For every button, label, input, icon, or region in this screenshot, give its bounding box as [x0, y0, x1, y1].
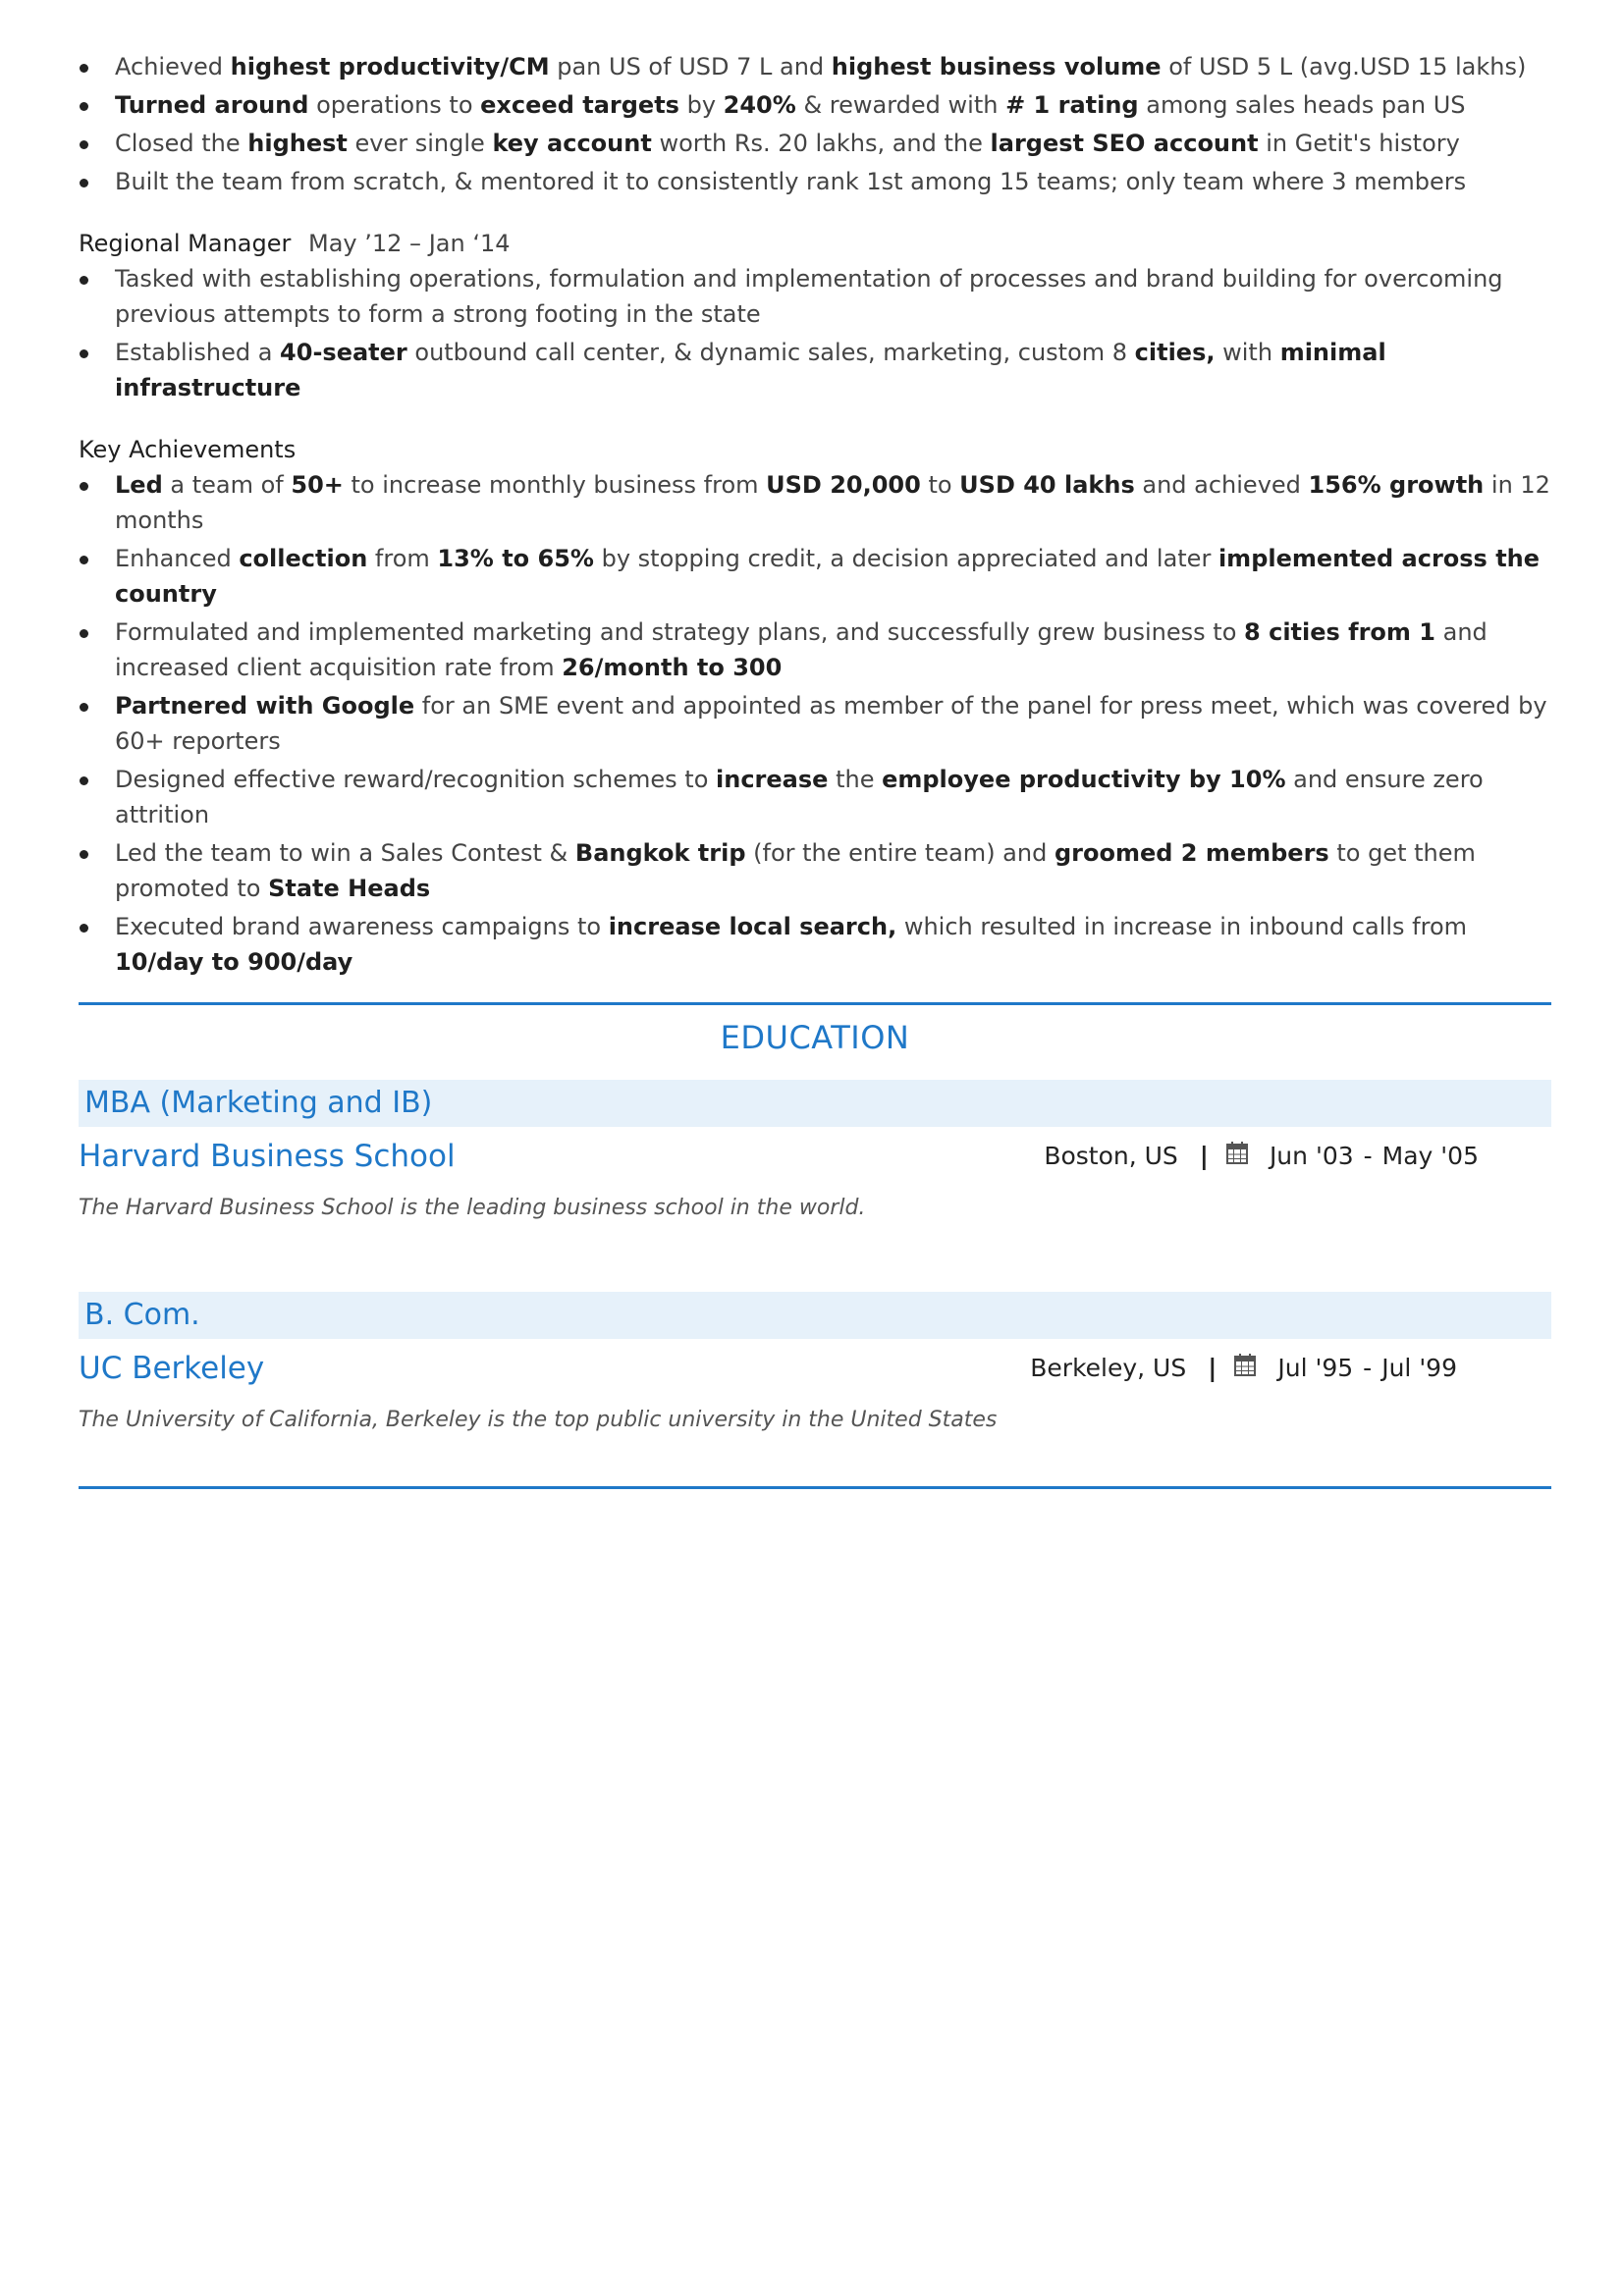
bullet-text: with	[1215, 339, 1280, 366]
bullet-text: of USD 5 L (avg.USD 15 lakhs)	[1161, 53, 1527, 80]
meta-separator: |	[1199, 1142, 1209, 1170]
bullet-text: Established a	[115, 339, 281, 366]
bullet-item	[79, 164, 1551, 199]
bullet-item	[79, 261, 1551, 332]
school-description: The University of California, Berkeley is the top public university in the United States	[79, 1408, 998, 1432]
bullet-item	[79, 541, 1551, 612]
bullet-text: Formulated and implemented marketing and strategy plans, and successfully grew business to	[115, 618, 1245, 646]
section-divider	[79, 1002, 1551, 1005]
bold-text: 26/month to 300	[562, 654, 783, 681]
school-name: Harvard Business School	[79, 1139, 456, 1174]
bold-text: exceed targets	[480, 91, 679, 119]
bullet-text: to get them promoted to	[115, 839, 1476, 902]
role-title: Regional Manager	[79, 230, 292, 257]
bold-text: collection	[239, 545, 368, 572]
start-date: Jun '03	[1269, 1142, 1354, 1170]
bold-text: highest productivity/CM	[230, 53, 550, 80]
bold-text: largest SEO account	[990, 130, 1259, 157]
bullet-item	[79, 614, 1551, 685]
bullet-text: Enhanced	[115, 545, 240, 572]
school-description: The Harvard Business School is the leading business school in the world.	[79, 1196, 866, 1220]
bullet-text: for an SME event and appointed as member of the panel for press meet, which was covered by 60+ reporters	[115, 692, 1547, 755]
achievements-bullet-list	[79, 467, 1551, 980]
bullet-text: by	[678, 91, 724, 119]
school-row	[79, 1339, 1551, 1398]
bullet-text: Tasked with establishing operations, formulation and implementation of processes and brand building for overcoming previous attempts to form a strong footing in the state	[115, 265, 1503, 328]
school-meta	[1044, 1127, 1479, 1186]
bullet-item	[79, 87, 1551, 123]
section-divider	[79, 1486, 1551, 1489]
bullet-text: a team of	[162, 471, 292, 499]
bold-text: groomed 2 members	[1054, 839, 1329, 867]
bold-text: 8 cities from 1	[1244, 618, 1435, 646]
bullet-text: and increased client acquisition rate from	[115, 618, 1488, 681]
bullet-text: among sales heads pan US	[1138, 91, 1466, 119]
bullet-text: and achieved	[1134, 471, 1309, 499]
bullet-text: outbound call center, & dynamic sales, marketing, custom 8	[406, 339, 1135, 366]
bullet-text: Designed effective reward/recognition schemes to	[115, 766, 717, 793]
bullet-text: ever single	[347, 130, 493, 157]
bullet-text: in Getit's history	[1258, 130, 1460, 157]
bold-text: 240%	[723, 91, 796, 119]
bullet-text: Built the team from scratch, & mentored it to consistently rank 1st among 15 teams; only team where 3 members	[115, 168, 1467, 195]
education-entry	[79, 1292, 1551, 1437]
bullet-text: in 12 months	[115, 471, 1550, 534]
bold-text: 10/day to 900/day	[115, 948, 353, 976]
bold-text: implemented across the country	[115, 545, 1541, 608]
bullet-item	[79, 467, 1551, 538]
date-dash: -	[1363, 1142, 1373, 1170]
bullet-item	[79, 49, 1551, 84]
bold-text: highest business volume	[831, 53, 1162, 80]
education-section-title: EDUCATION	[720, 1019, 910, 1056]
school-row	[79, 1127, 1551, 1186]
bullet-text: the	[828, 766, 883, 793]
bold-text: # 1 rating	[1005, 91, 1139, 119]
bold-text: Turned around	[115, 91, 309, 119]
bullet-text: Achieved	[115, 53, 231, 80]
bullet-text: Led the team to win a Sales Contest &	[115, 839, 575, 867]
bullet-text: which resulted in increase in inbound calls from	[896, 913, 1468, 940]
bullet-text: to	[920, 471, 960, 499]
end-date: Jul '99	[1381, 1354, 1457, 1382]
degree-title: B. Com.	[79, 1292, 1551, 1339]
bullet-text: Closed the	[115, 130, 248, 157]
bullet-item	[79, 762, 1551, 832]
bullet-text: worth Rs. 20 lakhs, and the	[651, 130, 991, 157]
bullet-text: & rewarded with	[795, 91, 1006, 119]
bold-text: Partnered with Google	[115, 692, 415, 720]
bold-text: USD 40 lakhs	[959, 471, 1135, 499]
bold-text: highest	[247, 130, 348, 157]
bold-text: key account	[492, 130, 652, 157]
bullet-text: from	[367, 545, 438, 572]
bullet-text: Executed brand awareness campaigns to	[115, 913, 609, 940]
calendar-icon	[1234, 1339, 1256, 1398]
key-achievements-heading: Key Achievements	[79, 436, 297, 463]
date-dash: -	[1363, 1354, 1373, 1382]
bold-text: 156% growth	[1308, 471, 1485, 499]
bold-text: increase	[716, 766, 829, 793]
bullet-text: pan US of USD 7 L and	[549, 53, 832, 80]
bold-text: USD 20,000	[766, 471, 921, 499]
bullet-item	[79, 909, 1551, 980]
experience-bullet-list	[79, 49, 1551, 199]
bold-text: Led	[115, 471, 163, 499]
bullet-text: and ensure zero attrition	[115, 766, 1484, 828]
bold-text: cities,	[1134, 339, 1216, 366]
meta-separator: |	[1208, 1354, 1217, 1382]
bullet-item	[79, 835, 1551, 906]
bold-text: employee productivity by 10%	[882, 766, 1286, 793]
end-date: May '05	[1381, 1142, 1479, 1170]
resume-content	[79, 49, 1551, 1489]
bullet-text: operations to	[308, 91, 481, 119]
bullet-item	[79, 335, 1551, 405]
school-name: UC Berkeley	[79, 1351, 265, 1386]
bullet-text: to increase monthly business from	[343, 471, 767, 499]
role-heading	[79, 226, 1551, 261]
bold-text: minimal infrastructure	[115, 339, 1386, 401]
degree-title: MBA (Marketing and IB)	[79, 1080, 1551, 1127]
calendar-icon	[1226, 1127, 1248, 1186]
bullet-item	[79, 126, 1551, 161]
school-location: Berkeley, US	[1030, 1354, 1187, 1382]
bullet-item	[79, 688, 1551, 759]
education-entry	[79, 1080, 1551, 1225]
bold-text: 50+	[291, 471, 344, 499]
role-bullet-list	[79, 261, 1551, 405]
bold-text: State Heads	[268, 875, 431, 902]
start-date: Jul '95	[1277, 1354, 1354, 1382]
bold-text: 40-seater	[280, 339, 407, 366]
bold-text: 13% to 65%	[437, 545, 594, 572]
bold-text: Bangkok trip	[574, 839, 746, 867]
bullet-text: (for the entire team) and	[745, 839, 1055, 867]
school-location: Boston, US	[1044, 1142, 1178, 1170]
bullet-text: by stopping credit, a decision appreciated and later	[593, 545, 1218, 572]
role-dates: May ’12 – Jan ‘14	[308, 230, 511, 257]
bold-text: increase local search,	[608, 913, 897, 940]
school-meta	[1030, 1339, 1457, 1398]
